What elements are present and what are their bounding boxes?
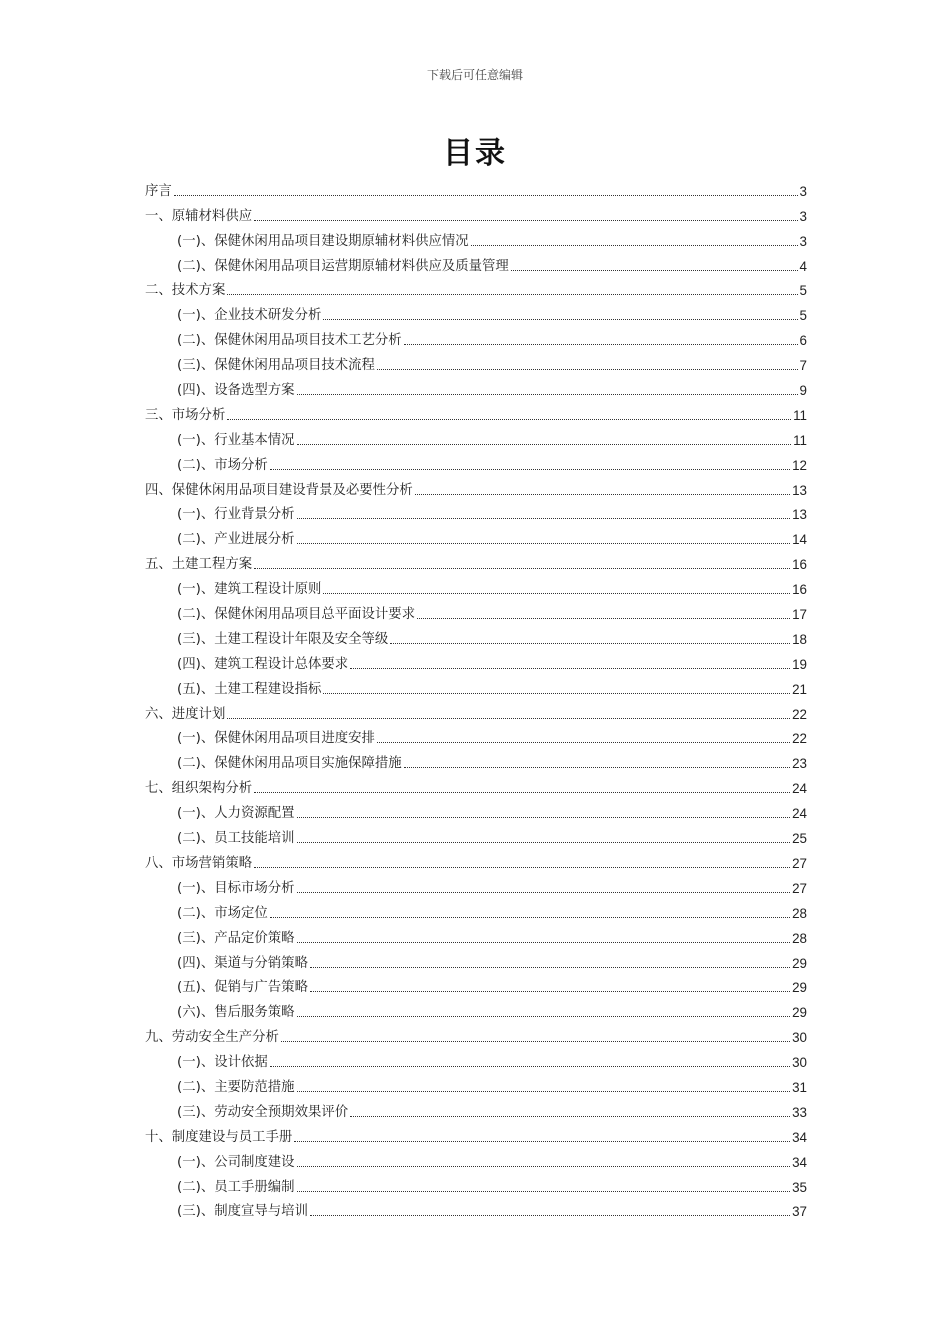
toc-entry[interactable] xyxy=(145,873,807,898)
toc-dot-leader xyxy=(390,643,790,644)
toc-dot-leader xyxy=(294,1141,790,1142)
toc-entry-page: 6 xyxy=(799,333,807,349)
toc-entry-page: 27 xyxy=(792,880,807,896)
toc-entry[interactable] xyxy=(145,674,807,699)
toc-entry-label: (二)、员工手册编制 xyxy=(177,1179,295,1195)
toc-entry[interactable] xyxy=(145,176,807,201)
toc-entry[interactable] xyxy=(145,1172,807,1197)
toc-entry-label: 十、制度建设与员工手册 xyxy=(145,1129,293,1145)
toc-dot-leader xyxy=(471,245,798,246)
toc-entry-label: 四、保健休闲用品项目建设背景及必要性分析 xyxy=(145,482,413,498)
toc-entry-label: (二)、保健休闲用品项目运营期原辅材料供应及质量管理 xyxy=(177,258,509,274)
toc-entry-label: (三)、土建工程设计年限及安全等级 xyxy=(177,631,389,647)
toc-entry-label: (二)、主要防范措施 xyxy=(177,1079,295,1095)
toc-entry[interactable] xyxy=(145,226,807,251)
toc-dot-leader xyxy=(323,593,790,594)
toc-entry[interactable] xyxy=(145,524,807,549)
toc-entry-label: (五)、促销与广告策略 xyxy=(177,980,308,996)
toc-dot-leader xyxy=(297,1191,791,1192)
toc-entry[interactable] xyxy=(145,1097,807,1122)
toc-dot-leader xyxy=(404,344,798,345)
toc-entry-label: (一)、目标市场分析 xyxy=(177,880,295,896)
toc-entry[interactable] xyxy=(145,400,807,425)
toc-entry-page: 3 xyxy=(799,208,807,224)
toc-entry-label: (二)、保健休闲用品项目技术工艺分析 xyxy=(177,333,402,349)
toc-entry[interactable] xyxy=(145,475,807,500)
toc-entry-page: 14 xyxy=(792,532,807,548)
toc-entry-page: 33 xyxy=(792,1104,807,1120)
toc-dot-leader xyxy=(415,494,790,495)
toc-entry[interactable] xyxy=(145,599,807,624)
toc-entry-label: 二、技术方案 xyxy=(145,283,226,299)
toc-entry-page: 13 xyxy=(792,507,807,523)
toc-entry-page: 11 xyxy=(793,407,807,423)
toc-dot-leader xyxy=(297,892,791,893)
toc-dot-leader xyxy=(297,842,791,843)
toc-entry-page: 7 xyxy=(799,358,807,374)
toc-entry-label: (一)、人力资源配置 xyxy=(177,806,295,822)
toc-entry[interactable] xyxy=(145,848,807,873)
toc-entry-label: (四)、设备选型方案 xyxy=(177,383,295,399)
toc-entry[interactable] xyxy=(145,624,807,649)
toc-entry-label: (三)、保健休闲用品项目技术流程 xyxy=(177,358,375,374)
toc-entry[interactable] xyxy=(145,375,807,400)
toc-entry-page: 17 xyxy=(792,607,807,623)
toc-entry-page: 22 xyxy=(792,706,807,722)
toc-entry-label: (二)、市场分析 xyxy=(177,457,268,473)
toc-entry[interactable] xyxy=(145,748,807,773)
toc-entry-label: (一)、设计依据 xyxy=(177,1055,268,1071)
toc-entry-page: 34 xyxy=(792,1154,807,1170)
toc-dot-leader xyxy=(511,270,798,271)
toc-entry-page: 23 xyxy=(792,756,807,772)
toc-entry[interactable] xyxy=(145,425,807,450)
toc-dot-leader xyxy=(350,1116,790,1117)
toc-dot-leader xyxy=(254,568,790,569)
toc-entry-label: (一)、公司制度建设 xyxy=(177,1154,295,1170)
toc-entry-page: 3 xyxy=(799,183,807,199)
toc-entry-page: 27 xyxy=(792,855,807,871)
toc-entry-page: 11 xyxy=(793,432,807,448)
toc-dot-leader xyxy=(297,942,791,943)
toc-entry-page: 25 xyxy=(792,831,807,847)
toc-entry[interactable] xyxy=(145,948,807,973)
toc-entry-label: 九、劳动安全生产分析 xyxy=(145,1030,279,1046)
toc-dot-leader xyxy=(297,1016,791,1017)
toc-entry[interactable] xyxy=(145,574,807,599)
toc-dot-leader xyxy=(254,867,790,868)
toc-entry[interactable] xyxy=(145,300,807,325)
toc-entry-page: 3 xyxy=(799,233,807,249)
toc-entry-page: 37 xyxy=(792,1204,807,1220)
toc-entry-page: 24 xyxy=(792,781,807,797)
toc-dot-leader xyxy=(297,1091,791,1092)
toc-entry-page: 9 xyxy=(799,383,807,399)
toc-dot-leader xyxy=(227,419,791,420)
toc-dot-leader xyxy=(270,1066,790,1067)
toc-entry-label: (三)、产品定价策略 xyxy=(177,930,295,946)
toc-entry-page: 16 xyxy=(792,582,807,598)
toc-entry-label: 一、原辅材料供应 xyxy=(145,208,253,224)
header-note: 下载后可任意编辑 xyxy=(426,68,523,82)
toc-entry-page: 35 xyxy=(792,1179,807,1195)
toc-dot-leader xyxy=(254,792,790,793)
toc-entry-page: 21 xyxy=(792,681,807,697)
toc-entry[interactable] xyxy=(145,649,807,674)
toc-entry-label: (五)、土建工程建设指标 xyxy=(177,681,322,697)
toc-entry-page: 24 xyxy=(792,806,807,822)
toc-entry-page: 19 xyxy=(792,656,807,672)
toc-dot-leader xyxy=(174,195,798,196)
toc-dot-leader xyxy=(417,618,790,619)
toc-entry-page: 29 xyxy=(792,955,807,971)
toc-entry[interactable] xyxy=(145,699,807,724)
toc-dot-leader xyxy=(270,917,790,918)
toc-entry-label: (一)、行业背景分析 xyxy=(177,507,295,523)
toc-entry-label: (一)、行业基本情况 xyxy=(177,432,295,448)
toc-entry[interactable] xyxy=(145,251,807,276)
toc-dot-leader xyxy=(350,668,790,669)
toc-dot-leader xyxy=(227,294,797,295)
toc-dot-leader xyxy=(297,444,792,445)
toc-entry-label: (二)、保健休闲用品项目总平面设计要求 xyxy=(177,607,416,623)
toc-entry[interactable] xyxy=(145,923,807,948)
toc-entry-label: (二)、员工技能培训 xyxy=(177,831,295,847)
toc-entry[interactable] xyxy=(145,823,807,848)
toc-entry-label: (四)、渠道与分销策略 xyxy=(177,955,308,971)
toc-entry-label: (一)、建筑工程设计原则 xyxy=(177,582,322,598)
toc-entry-label: (一)、企业技术研发分析 xyxy=(177,308,322,324)
toc-entry-label: (四)、建筑工程设计总体要求 xyxy=(177,656,349,672)
toc-entry[interactable] xyxy=(145,973,807,998)
toc-entry[interactable] xyxy=(145,500,807,525)
toc-entry-label: 序言 xyxy=(145,183,172,199)
toc-entry[interactable] xyxy=(145,1022,807,1047)
toc-dot-leader xyxy=(310,967,790,968)
toc-entry-label: 三、市场分析 xyxy=(145,407,226,423)
toc-entry-page: 34 xyxy=(792,1129,807,1145)
toc-entry-label: (二)、保健休闲用品项目实施保障措施 xyxy=(177,756,402,772)
toc-dot-leader xyxy=(404,767,790,768)
toc-entry[interactable] xyxy=(145,1197,807,1222)
toc-entry-label: (六)、售后服务策略 xyxy=(177,1005,295,1021)
toc-entry-label: (一)、保健休闲用品项目进度安排 xyxy=(177,731,375,747)
toc-entry-label: 五、土建工程方案 xyxy=(145,557,253,573)
toc-entry-page: 22 xyxy=(792,731,807,747)
toc-dot-leader xyxy=(323,319,797,320)
toc-entry-label: 七、组织架构分析 xyxy=(145,781,253,797)
toc-entry-page: 5 xyxy=(799,308,807,324)
toc-dot-leader xyxy=(254,220,797,221)
toc-entry[interactable] xyxy=(145,1047,807,1072)
toc-dot-leader xyxy=(281,1041,790,1042)
toc-entry-page: 31 xyxy=(792,1079,807,1095)
toc-entry[interactable] xyxy=(145,325,807,350)
toc-entry-page: 28 xyxy=(792,905,807,921)
toc-entry[interactable] xyxy=(145,898,807,923)
toc-entry-label: (三)、劳动安全预期效果评价 xyxy=(177,1104,349,1120)
toc-dot-leader xyxy=(227,718,790,719)
toc-entry[interactable] xyxy=(145,1122,807,1147)
toc-dot-leader xyxy=(377,742,790,743)
toc-entry-label: (三)、制度宣导与培训 xyxy=(177,1204,308,1220)
toc-entry[interactable] xyxy=(145,1147,807,1172)
toc-entry[interactable] xyxy=(145,773,807,798)
toc-entry-page: 5 xyxy=(799,283,807,299)
toc-entry-page: 30 xyxy=(792,1055,807,1071)
toc-entry[interactable] xyxy=(145,201,807,226)
toc-entry-page: 29 xyxy=(792,980,807,996)
toc-entry-label: 六、进度计划 xyxy=(145,706,226,722)
toc-entry[interactable] xyxy=(145,1072,807,1097)
toc-dot-leader xyxy=(323,693,790,694)
toc-dot-leader xyxy=(297,1166,791,1167)
toc-dot-leader xyxy=(377,369,798,370)
toc-dot-leader xyxy=(297,543,791,544)
toc-entry-page: 28 xyxy=(792,930,807,946)
toc-dot-leader xyxy=(270,469,790,470)
toc-entry[interactable] xyxy=(145,798,807,823)
toc-dot-leader xyxy=(310,1215,790,1216)
toc-entry-page: 13 xyxy=(792,482,807,498)
toc-entry-page: 18 xyxy=(792,631,807,647)
toc-entry-label: (二)、市场定位 xyxy=(177,905,268,921)
toc-entry-label: (一)、保健休闲用品项目建设期原辅材料供应情况 xyxy=(177,233,469,249)
toc-entry-page: 29 xyxy=(792,1005,807,1021)
toc-dot-leader xyxy=(297,394,798,395)
toc-entry-page: 4 xyxy=(799,258,807,274)
toc-entry[interactable] xyxy=(145,549,807,574)
toc-entry-label: 八、市场营销策略 xyxy=(145,855,253,871)
table-of-contents xyxy=(145,176,807,1221)
toc-entry-page: 16 xyxy=(792,557,807,573)
toc-entry-label: (二)、产业进展分析 xyxy=(177,532,295,548)
page-title: 目录 xyxy=(443,136,507,171)
toc-dot-leader xyxy=(297,518,791,519)
toc-entry-page: 12 xyxy=(792,457,807,473)
toc-entry[interactable] xyxy=(145,724,807,749)
toc-entry[interactable] xyxy=(145,997,807,1022)
toc-dot-leader xyxy=(310,991,790,992)
toc-entry-page: 30 xyxy=(792,1030,807,1046)
toc-entry[interactable] xyxy=(145,450,807,475)
toc-dot-leader xyxy=(297,817,791,818)
toc-entry[interactable] xyxy=(145,276,807,301)
toc-entry[interactable] xyxy=(145,350,807,375)
